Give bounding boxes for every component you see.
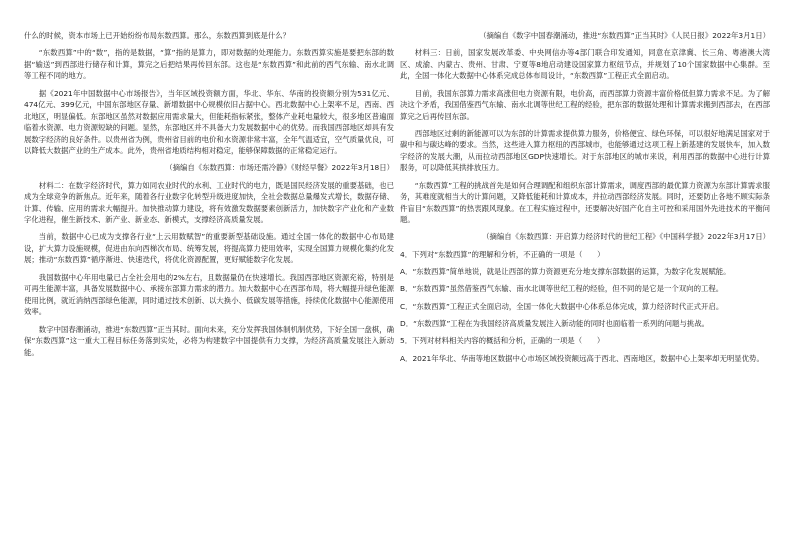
question-4-option-a: A．“东数西算”简单地说，就是让西部的算力资源更充分地支撑东部数据的运算，为数字化发展赋能。 — [400, 267, 731, 277]
paragraph: “东数西算”工程的挑战首先是如何合理调配和组织东部计算需求，调度西部的最优算力资源为东部计算需求服务，其难度就相当大的计算问题，又降低能耗和计算成本，并拉动西部经济发展。同时，还要防止各地不顾实际条件盲目“东数西算”的热衷跟风现象。在工程实施过程中，还要解决好国产化自主可控和采用国外先进技术的平衡问题。 — [400, 180, 770, 225]
paragraph: 数字中国春潮涌动，推进“东数西算”正当其时。面向未来，充分发挥我国体制机制优势，下好全国一盘棋，确保“东数西算”这一重大工程目标任务落到实处，必将为构建数字中国提供有力支撑，为经济高质量发展注入新动能。 — [24, 324, 394, 357]
paragraph: 据《2021年中国数据中心市场报告》，当年区域投资额方面，华北、华东、华南的投资额分别为531亿元、474亿元、399亿元，中国东部地区存量、新增数据中心规模依旧占据中心。西北数据中心上架率不足，西南、西北地区，明显偏低。东部地区虽然对数据应用需求量大，但能耗指标紧张，整体产业耗电量较大，很多地区普遍面临着水资源、电力资源短缺的问题。显然，东部地区并不具备大力发展数据中心的优势。而我国西部地区却具有发展数字经济的良好条件。以贵州省为例，贵州省目前的电价和水资源非常丰富，全年气温适宜，空气质量优良，可以降低大数据产业的生产成本。此外，贵州省地质结构相对稳定，能够保障数据的正常稳定运行。 — [24, 88, 394, 156]
source-citation: （摘编自《数字中国春潮涌动，推进“东数西算”正当其时》《人民日报》2022年3月1日） — [479, 31, 770, 40]
source-citation: （摘编自《东数西算：开启算力经济时代的世纪工程》《中国科学报》2022年3月17日） — [482, 232, 770, 242]
paragraph: “东数西算”中的“数”，指的是数据，“算”指的是算力，即对数据的处理能力。东数西算实施是要把东部的数据“输送”到西部进行储存和计算，算完之后把结果再传回东部。这也是“东数西算”和此前的西气东输、南水北调等工程不同的地方。 — [24, 48, 394, 81]
question-4: 4．下列对“东数西算”的理解和分析，不正确的一项是（ ） — [400, 249, 605, 259]
paragraph: 我国数据中心年用电量已占全社会用电的2%左右，且数据量仍在快速增长。我国西部地区资源充裕，特别是可再生能源丰富，具备发展数据中心、承接东部算力需求的潜力。加大数据中心在西部布局，将大幅提升绿色能源使用比例，就近消纳西部绿色能源，同时通过技术创新、以大换小、低碳发展等措施，持续优化数据中心能源使用效率。 — [24, 272, 394, 317]
paragraph: 西部地区过剩的新能源可以为东部的计算需求提供算力服务，价格便宜、绿色环保，可以很好地满足国家对于碳中和与碳达峰的要求。当然，这些进入算力枢纽的西部城市，也能够通过这项工程上新基建的发展快车，加入数字经济的发展大潮，从而拉动西部地区GDP快速增长。对于东部地区的城市来说，利用西部的数据中心进行计算服务，可以降低其拱排放压力。 — [400, 128, 770, 173]
question-5: 5．下列对材料相关内容的概括和分析，正确的一项是（ ） — [400, 336, 605, 346]
question-4-option-b: B．“东数西算”虽然借鉴西气东输、南水北调等世纪工程的经验，但不同的是它是一个双向的工程。 — [400, 284, 724, 294]
paragraph: 当前，数据中心已成为支撑各行业“上云用数赋智”的重要新型基础设施。通过全国一体化的数据中心布局建设，扩大算力设施规模，促进由东向西梯次布局、统筹发展，将提高算力使用效率，实现全国算力规模化集约化发展；推动“东数西算”循序渐进、快速迭代，将优化资源配置，更好赋能数字化发展。 — [24, 232, 394, 265]
paragraph: 材料三：日前，国家发展改革委、中央网信办等4部门联合印发通知，同意在京津冀、长三角、粤港澳大湾区、成渝、内蒙古、贵州、甘肃、宁夏等8地启动建设国家算力枢纽节点，并规划了10个国家数据中心集群。至此，全国一体化大数据中心体系完成总体布局设计，“东数西算”工程正式全面启动。 — [400, 48, 770, 81]
paragraph: 材料二：在数字经济时代，算力如同农业时代的水利、工业时代的电力，既是国民经济发展的重要基础，也已成为全球竞争的新焦点。近年来，随着各行业数字化转型升级进度加快，全社会数据总量爆发式增长，数据存储、计算、传输、应用的需求大幅提升。加快推动算力建设，将有效激发数据要素创新活力，加快数字产业化和产业数字化进程，催生新技术、新产业、新业态、新模式，支撑经济高质量发展。 — [24, 180, 394, 225]
paragraph: 目前，我国东部算力需求高涨但电力资源有限，电价高，而西部算力资源丰富价格低但算力需求不足。为了解决这个矛盾，我国借鉴西气东输、南水北调等世纪工程的经验，把东部的数据处理和计算需求搬到西部去，在西部算完之后再传回东部。 — [400, 88, 770, 121]
left-column — [24, 30, 394, 364]
question-4-option-d: D．“东数西算”工程在为我国经济高质量发展注入新动能的同时也面临着一系列的问题与挑战。 — [400, 318, 709, 328]
paragraph: 什么的时候，资本市场上已开始纷纷布局东数西算。那么，东数西算到底是什么？ — [24, 31, 291, 40]
source-citation: （摘编自《东数西算：市场还需冷静》《财经早餐》2022年3月18日） — [165, 163, 394, 173]
right-column — [400, 30, 770, 370]
question-4-option-c: C．“东数西算”工程正式全面启动，全国一体化大数据中心体系总体完成，算力经济时代正式开启。 — [400, 301, 724, 311]
question-5-option-a: A．2021年华北、华南等地区数据中心市场区域投资额远高于西北、西南地区，数据中心上架率却无明显优势。 — [400, 353, 764, 363]
